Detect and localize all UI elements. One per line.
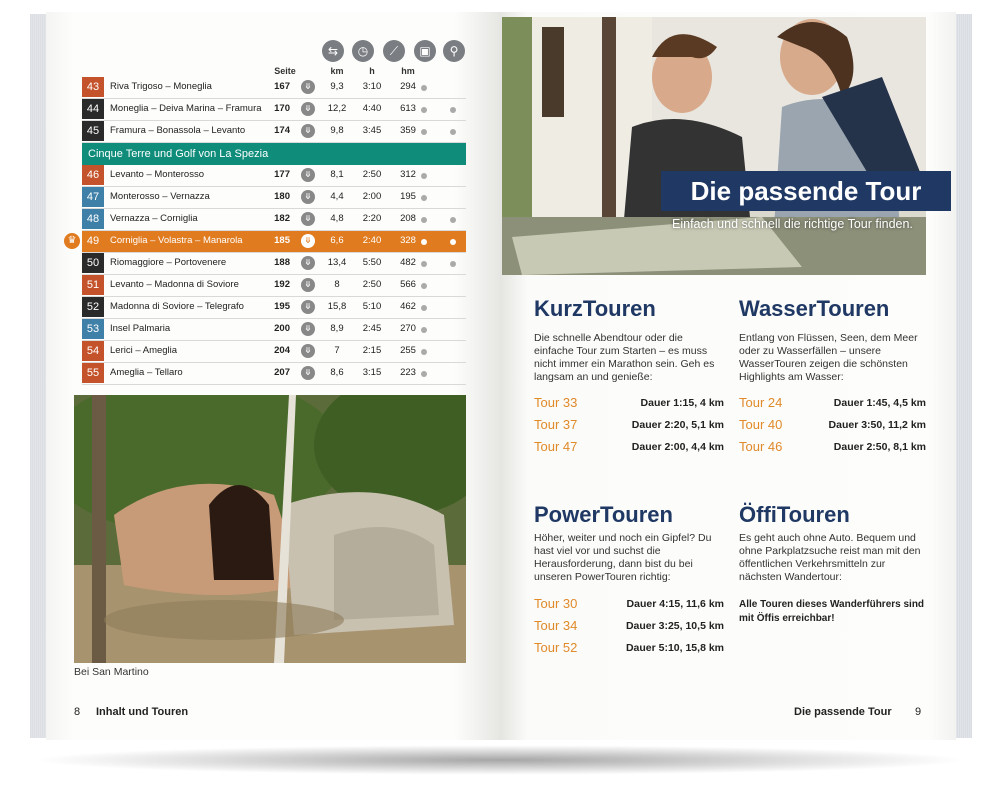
tour-page: 167 [274,81,290,92]
tour-detail: Dauer 3:25, 10,5 km [625,620,724,632]
difficulty-icon: ⤋ [301,278,315,292]
tour-km: 15,8 [327,301,347,312]
table-row [82,319,466,341]
food-icon: ⚲ [443,40,465,62]
food-dot-icon [450,261,456,267]
tour-route: Insel Palmaria [110,323,171,334]
tour-number: 52 [82,297,104,317]
tour-route: Madonna di Soviore – Telegrafo [110,301,244,312]
bus-dot-icon [421,217,427,223]
left-footer-title: Inhalt und Touren [96,706,189,718]
tour-elevation: 294 [400,81,416,92]
crown-icon: ♛ [64,233,80,249]
tour-line [534,417,724,435]
tour-line [534,640,724,658]
tour-name: Tour 24 [739,395,783,410]
col-header-h: h [369,66,375,76]
hikers-photo [502,17,926,275]
tour-name: Tour 34 [534,618,578,633]
tour-detail: Dauer 4:15, 11,6 km [626,598,724,610]
food-dot-icon [450,129,456,135]
tour-elevation: 359 [400,125,416,136]
bus-dot-icon [421,349,427,355]
tour-route: Riomaggiore – Portovenere [110,257,227,268]
powertouren-text: Höher, weiter und noch ein Gipfel? Du hast viel vor und suchst die Herausforderung, dann bist du bei unseren PowerTouren richtig: [534,532,712,583]
tour-page: 185 [274,235,290,246]
tour-hours: 3:15 [362,367,382,378]
difficulty-icon: ⤋ [301,344,315,358]
tour-km: 13,4 [327,257,347,268]
tour-table [67,77,466,385]
powertouren-title: PowerTouren [534,502,673,527]
difficulty-icon: ⤋ [301,190,315,204]
oeffitouren-text: Es geht auch ohne Auto. Bequem und ohne Parkplatzsuche reist man mit den öffentlichen Verkehrsmitteln zur nächsten Wandertour: [739,532,921,583]
difficulty-icon: ⤋ [301,256,315,270]
tour-elevation: 195 [400,191,416,202]
oeffitouren-note: Alle Touren dieses Wanderführers sind mit Öffis erreichbar! [739,599,925,624]
tour-route: Riva Trigoso – Moneglia [110,81,212,92]
table-row [82,297,466,319]
tour-route: Monterosso – Vernazza [110,191,210,202]
compass-icon: ⟋ [383,40,405,62]
table-row [82,187,466,209]
tour-page: 180 [274,191,290,202]
tour-elevation: 482 [400,257,416,268]
col-header-seite: Seite [274,66,296,76]
tour-elevation: 328 [400,235,416,246]
tour-elevation: 613 [400,103,416,114]
tour-number: 55 [82,363,104,383]
table-row [82,363,466,385]
table-row [82,121,466,143]
tour-name: Tour 52 [534,640,578,655]
table-row [82,209,466,231]
tour-page: 174 [274,125,290,136]
tour-name: Tour 47 [534,439,578,454]
tour-hours: 4:40 [362,103,382,114]
tour-km: 12,2 [327,103,347,114]
tour-line [534,395,724,413]
tour-number: 53 [82,319,104,339]
tour-hours: 2:45 [362,323,382,334]
tour-detail: Dauer 1:15, 4 km [640,397,724,409]
bus-dot-icon [421,261,427,267]
right-footer-title: Die passende Tour [794,706,892,718]
left-page-number: 8 [74,706,81,718]
tour-page: 188 [274,257,290,268]
clock-icon: ◷ [352,40,374,62]
tour-km: 4,4 [330,191,344,202]
tour-line [534,618,724,636]
tour-number: 49 [82,231,104,251]
cave-photo [74,395,466,663]
page-edges-right [956,14,972,738]
tour-line [739,439,926,457]
bus-dot-icon [421,107,427,113]
tour-route: Ameglia – Tellaro [110,367,183,378]
photo-caption: Bei San Martino [74,666,149,678]
tour-km: 9,8 [330,125,344,136]
signpost-icon: ⇆ [322,40,344,62]
tour-km: 9,3 [330,81,344,92]
tour-route: Levanto – Madonna di Soviore [110,279,239,290]
tour-detail: Dauer 2:50, 8,1 km [833,441,926,453]
col-header-hm: hm [401,66,415,76]
tour-number: 47 [82,187,104,207]
tour-number: 43 [82,77,104,97]
tour-km: 8 [334,279,340,290]
tour-route: Lerici – Ameglia [110,345,178,356]
tour-number: 51 [82,275,104,295]
bus-dot-icon [421,327,427,333]
section-header: Cinque Terre und Golf von La Spezia [82,143,466,165]
tour-elevation: 255 [400,345,416,356]
tour-number: 45 [82,121,104,141]
tour-hours: 5:10 [362,301,382,312]
table-row [82,165,466,187]
difficulty-icon: ⤋ [301,212,315,226]
kurztouren-text: Die schnelle Abendtour oder die einfache Tour zum Starten – es muss nicht immer ein Marathon sein. Geh es langsam an und genieße: [534,332,715,383]
bus-dot-icon [421,85,427,91]
table-row [82,341,466,363]
tour-page: 204 [274,345,290,356]
table-row [82,77,466,99]
tour-elevation: 566 [400,279,416,290]
difficulty-icon: ⤋ [301,366,315,380]
food-dot-icon [450,217,456,223]
tour-page: 207 [274,367,290,378]
bus-dot-icon [421,129,427,135]
bus-dot-icon [421,283,427,289]
tour-hours: 2:20 [362,213,382,224]
tour-elevation: 208 [400,213,416,224]
tour-detail: Dauer 3:50, 11,2 km [828,419,926,431]
tour-page: 195 [274,301,290,312]
tour-km: 8,6 [330,367,344,378]
kurztouren-title: KurzTouren [534,296,656,321]
tour-number: 46 [82,165,104,185]
tour-route: Levanto – Monterosso [110,169,205,180]
tour-detail: Dauer 5:10, 15,8 km [625,642,724,654]
tour-name: Tour 33 [534,395,578,410]
tour-route: Framura – Bonassola – Levanto [110,125,246,136]
oeffitouren-title: ÖffiTouren [739,502,850,527]
col-header-km: km [330,66,344,76]
food-dot-icon [450,239,456,245]
table-row [82,253,466,275]
tour-page: 177 [274,169,290,180]
tour-km: 4,8 [330,213,344,224]
tour-elevation: 223 [400,367,416,378]
tour-route: Vernazza – Corniglia [110,213,198,224]
tour-elevation: 312 [400,169,416,180]
tour-hours: 2:40 [362,235,382,246]
book-shadow [30,745,970,775]
tour-hours: 3:10 [362,81,382,92]
tour-hours: 2:50 [362,279,382,290]
difficulty-icon: ⤋ [301,124,315,138]
difficulty-icon: ⤋ [301,168,315,182]
tour-number: 44 [82,99,104,119]
tour-elevation: 270 [400,323,416,334]
tour-route: Moneglia – Deiva Marina – Framura [110,103,262,114]
tour-line [739,417,926,435]
hero-subtitle: Einfach und schnell die richtige Tour finden. [672,217,913,231]
table-row [82,99,466,121]
right-page-number: 9 [915,706,922,718]
tour-line [534,596,724,614]
tour-km: 7 [334,345,340,356]
difficulty-icon: ⤋ [301,80,315,94]
table-row [67,231,466,253]
bus-dot-icon [421,371,427,377]
tour-page: 192 [274,279,290,290]
tour-line [534,439,724,457]
difficulty-icon: ⤋ [301,102,315,116]
tour-hours: 2:00 [362,191,382,202]
tour-hours: 2:15 [362,345,382,356]
tour-name: Tour 40 [739,417,783,432]
tour-detail: Dauer 2:00, 4,4 km [631,441,724,453]
tour-number: 54 [82,341,104,361]
bus-icon: ▣ [414,40,436,62]
tour-name: Tour 46 [739,439,783,454]
tour-hours: 5:50 [362,257,382,268]
tour-page: 170 [274,103,290,114]
difficulty-icon: ⤋ [301,300,315,314]
food-dot-icon [450,107,456,113]
tour-hours: 3:45 [362,125,382,136]
tour-detail: Dauer 2:20, 5,1 km [631,419,724,431]
tour-number: 48 [82,209,104,229]
tour-number: 50 [82,253,104,273]
bus-dot-icon [421,173,427,179]
difficulty-icon: ⤋ [301,234,315,248]
bus-dot-icon [421,239,427,245]
table-row [82,275,466,297]
tour-page: 200 [274,323,290,334]
tour-hours: 2:50 [362,169,382,180]
tour-km: 6,6 [330,235,344,246]
bus-dot-icon [421,195,427,201]
tour-km: 8,9 [330,323,344,334]
tour-name: Tour 30 [534,596,578,611]
tour-detail: Dauer 1:45, 4,5 km [833,397,926,409]
tour-route: Corniglia – Volastra – Manarola [110,235,243,246]
wassertouren-text: Entlang von Flüssen, Seen, dem Meer oder zu Wasserfällen – unsere WasserTouren zeigen die schönsten Highlights am Wasser: [739,332,918,383]
tour-page: 182 [274,213,290,224]
hero-title: Die passende Tour [661,171,951,211]
tour-name: Tour 37 [534,417,578,432]
difficulty-icon: ⤋ [301,322,315,336]
tour-elevation: 462 [400,301,416,312]
tour-line [739,395,926,413]
bus-dot-icon [421,305,427,311]
wassertouren-title: WasserTouren [739,296,890,321]
tour-km: 8,1 [330,169,344,180]
